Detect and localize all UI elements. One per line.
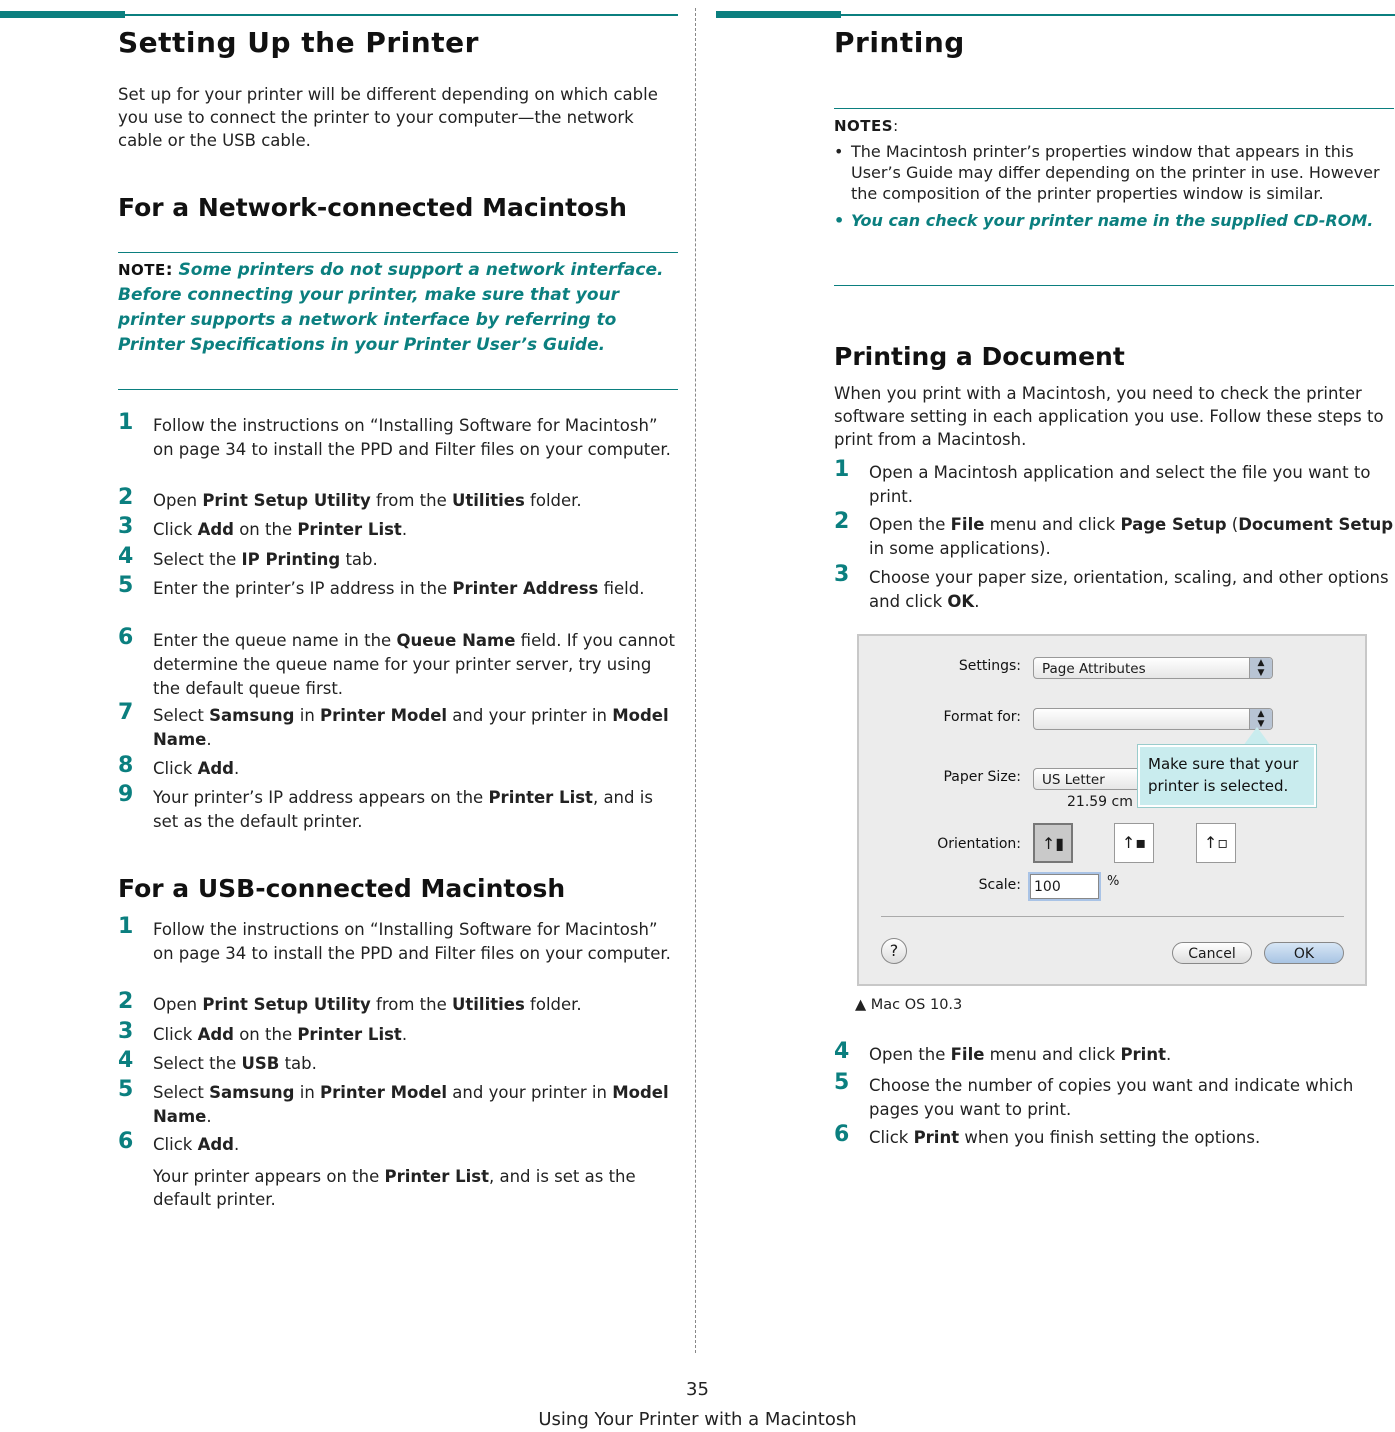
step-number: 3 [118,514,134,539]
step-number: 5 [118,573,134,598]
paper-size-label: Paper Size: [943,769,1021,785]
step-text: Open the File menu and click Print. [869,1045,1172,1064]
step-number: 9 [118,782,134,807]
screenshot-caption: ▲ Mac OS 10.3 [855,997,963,1013]
step-text: Follow the instructions on “Installing Software for Macintosh” on page 34 to install the PPD and Filter files on your computer. [153,920,671,963]
step-text: Enter the queue name in the Queue Name field. If you cannot determine the queue name for your printer server, try using the default queue first. [153,631,675,698]
page-title: Setting Up the Printer [118,26,479,59]
step-number: 6 [118,625,134,650]
landscape-orientation-icon[interactable]: ↑▪ [1114,823,1154,863]
step-number: 2 [834,509,850,534]
settings-label: Settings: [958,658,1021,674]
right-top-accent [716,11,841,18]
step-text: Choose the number of copies you want and indicate which pages you want to print. [869,1076,1354,1119]
paper-size-value: US Letter [1042,772,1105,788]
usb-heading: For a USB-connected Macintosh [118,874,566,903]
help-icon[interactable]: ? [881,938,907,964]
note-text: Some printers do not support a network interface. Before connecting your printer, make sure that your printer supports a network interface by referring to Printer Specifications in your Printer User’s Guide. [118,260,664,355]
step-number: 7 [118,700,134,725]
ok-button[interactable]: OK [1264,942,1344,964]
note-item: • The Macintosh printer’s properties window that appears in this User’s Guide may differ depending on the printer in use. However the composition of the printer properties window is similar. [834,141,1394,204]
left-top-accent [0,11,125,18]
printing-document-heading: Printing a Document [834,342,1125,371]
format-for-label: Format for: [943,709,1021,725]
intro-paragraph: Set up for your printer will be different depending on which cable you use to connect the printer to your computer—the network cable or the USB cable. [118,85,658,150]
step-text: Open the File menu and click Page Setup (Document Setup in some applications). [869,515,1394,558]
step-text: Select Samsung in Printer Model and your printer in Model Name. [153,1083,669,1126]
network-heading: For a Network-connected Macintosh [118,193,627,222]
scale-label: Scale: [978,877,1021,893]
step-number: 8 [118,753,134,778]
step-number: 6 [834,1122,850,1147]
settings-value: Page Attributes [1042,661,1146,677]
step-text: Click Print when you finish setting the options. [869,1128,1261,1147]
note-item-highlight: • You can check your printer name in the supplied CD-ROM. [834,210,1394,231]
step-number: 1 [118,410,134,435]
step-number: 5 [834,1070,850,1095]
step-number: 4 [118,1048,134,1073]
portrait-orientation-icon[interactable]: ↑▮ [1033,823,1073,863]
dialog-separator [881,916,1344,917]
note-label: NOTE [118,261,166,279]
step-text: Open a Macintosh application and select the file you want to print. [869,463,1371,506]
scale-input[interactable]: 100 [1030,874,1099,899]
step-text: Click Add. [153,1135,240,1154]
reverse-landscape-orientation-icon[interactable]: ↑▫ [1196,823,1236,863]
column-divider [695,8,696,1353]
step-text: Click Add. [153,759,240,778]
step-text: Select the IP Printing tab. [153,550,378,569]
popup-arrows-icon: ▲ ▼ [1249,709,1272,729]
step-text: Click Add on the Printer List. [153,520,408,539]
step-text: Open Print Setup Utility from the Utilities folder. [153,491,582,510]
step-number: 1 [834,457,850,482]
step-number: 2 [118,485,134,510]
step-text: Enter the printer’s IP address in the Printer Address field. [153,579,645,598]
step-number: 6 [118,1129,134,1154]
step-number: 5 [118,1077,134,1102]
step-text: Your printer’s IP address appears on the Printer List, and is set as the default printer. [153,788,653,831]
network-note: NOTE: Some printers do not support a network interface. Before connecting your printer, make sure that your printer supports a network interface by referring to Printer Specifications in your Printer User’s Guide. [118,252,678,390]
printing-title: Printing [834,26,965,59]
step-text: Click Add on the Printer List. [153,1025,408,1044]
paper-dimensions: 21.59 cm [1067,794,1133,810]
usb-after-text: Your printer appears on the Printer List, and is set as the default printer. [153,1167,636,1209]
callout-pointer [1243,727,1271,746]
page-setup-dialog [857,634,1367,986]
chapter-footer: Using Your Printer with a Macintosh [538,1409,857,1430]
step-text: Select Samsung in Printer Model and your printer in Model Name. [153,706,669,749]
settings-popup[interactable] [1033,657,1273,679]
cancel-button[interactable]: Cancel [1172,942,1252,964]
notes-box: NOTES: • The Macintosh printer’s properties window that appears in this User’s Guide may differ depending on the printer in use. However the composition of the printer properties window is similar. • You can check your printer name in the supplied CD-ROM. [834,108,1394,286]
format-for-popup[interactable] [1033,708,1273,730]
step-number: 3 [834,562,850,587]
step-text: Choose your paper size, orientation, scaling, and other options and click OK. [869,568,1389,611]
step-number: 2 [118,989,134,1014]
step-text: Select the USB tab. [153,1054,317,1073]
scale-unit: % [1107,874,1120,889]
step-number: 1 [118,914,134,939]
step-number: 4 [118,544,134,569]
step-text: Follow the instructions on “Installing Software for Macintosh” on page 34 to install the PPD and Filter files on your computer. [153,416,671,459]
notes-label: NOTES [834,117,894,135]
step-number: 3 [118,1019,134,1044]
printing-intro: When you print with a Macintosh, you need to check the printer software setting in each application you use. Follow these steps to print from a Macintosh. [834,384,1384,449]
orientation-label: Orientation: [937,836,1021,852]
popup-arrows-icon: ▲ ▼ [1249,658,1272,678]
page-number: 35 [686,1379,709,1400]
step-text: Open Print Setup Utility from the Utilities folder. [153,995,582,1014]
printer-callout: Make sure that your printer is selected. [1138,745,1316,807]
step-number: 4 [834,1039,850,1064]
